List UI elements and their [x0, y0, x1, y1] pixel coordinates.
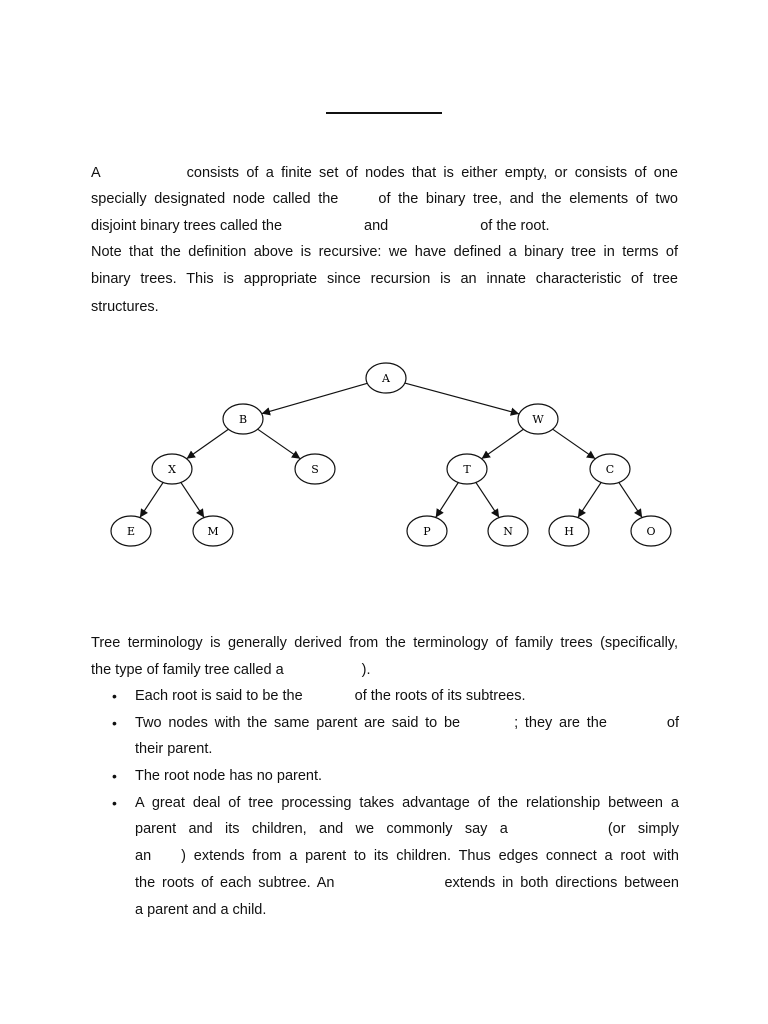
tree-edge-C-H — [578, 482, 601, 517]
para2-line1: Tree terminology is generally derived from the terminology of family trees (specifically, — [91, 635, 678, 651]
bullet-4-line5: a parent and a child. — [135, 902, 267, 918]
tree-node-label-T: T — [463, 463, 471, 476]
tree-node-H — [549, 516, 589, 546]
tree-node-B — [223, 404, 263, 434]
text-we-say: parent and its children, and we commonly say a — [135, 821, 508, 837]
bullet-4-mark: • — [112, 795, 117, 811]
text-roots-subtrees: of the roots of its subtrees. — [354, 688, 526, 704]
text-called-the: specially designated node called the — [91, 191, 339, 207]
text-definition: consists of a finite set of nodes that is either empty, or consists of one — [186, 165, 678, 181]
tree-node-label-X: X — [168, 463, 176, 476]
tree-edge-B-X — [187, 429, 229, 458]
bullet-1-text — [135, 687, 526, 705]
tree-edge-W-T — [482, 429, 524, 458]
tree-edge-C-O — [619, 482, 642, 517]
tree-node-A — [366, 363, 406, 393]
para1-line6: structures. — [91, 299, 159, 315]
tree-edge-T-N — [476, 482, 499, 517]
tree-node-P — [407, 516, 447, 546]
para1-line5: binary trees. This is appropriate since recursion is an innate characteristic of tree — [91, 271, 678, 287]
tree-node-label-P: P — [423, 525, 431, 538]
bullet-2-line1 — [135, 714, 679, 732]
text-and: and — [364, 218, 389, 234]
tree-node-label-M: M — [207, 525, 219, 538]
bullet-3-text: The root node has no parent. — [135, 768, 323, 784]
text-family-tree: the type of family tree called a — [91, 662, 284, 678]
tree-node-label-N: N — [503, 525, 513, 538]
text-of-binary-tree: of the binary tree, and the elements of two — [378, 191, 678, 207]
text-they-are: ; they are the — [514, 715, 607, 731]
tree-node-label-O: O — [646, 525, 656, 538]
tree-node-label-H: H — [564, 525, 574, 538]
bullet-4-line2 — [135, 820, 679, 838]
text-both-directions: extends in both directions between — [444, 875, 679, 891]
tree-node-label-S: S — [311, 463, 319, 476]
tree-edge-A-W — [405, 383, 519, 414]
text-of: of — [666, 715, 679, 731]
bullet-1-mark: • — [112, 688, 117, 704]
tree-node-N — [488, 516, 528, 546]
bullet-3-mark: • — [112, 768, 117, 784]
text-disjoint: disjoint binary trees called the — [91, 218, 283, 234]
bullet-4-line3 — [135, 847, 679, 865]
tree-edge-X-M — [181, 482, 204, 517]
tree-node-E — [111, 516, 151, 546]
tree-node-O — [631, 516, 671, 546]
tree-edge-W-C — [553, 429, 596, 459]
text-of-root: of the root. — [480, 218, 550, 234]
bullet-2-line2: their parent. — [135, 741, 213, 757]
tree-node-X — [152, 454, 192, 484]
para1-line4: Note that the definition above is recursive: we have defined a binary tree in terms of — [91, 244, 678, 260]
bullet-4-line4 — [135, 874, 679, 892]
tree-node-S — [295, 454, 335, 484]
tree-node-C — [590, 454, 630, 484]
para2-line2 — [91, 661, 371, 679]
tree-node-label-A: A — [382, 372, 390, 385]
tree-node-M — [193, 516, 233, 546]
tree-node-label-W: W — [532, 413, 544, 426]
tree-node-T — [447, 454, 487, 484]
bullet-4-line1: A great deal of tree processing takes advantage of the relationship between a — [135, 795, 679, 811]
text-root-said: Each root is said to be the — [135, 688, 303, 704]
text-same-parent: Two nodes with the same parent are said to be — [135, 715, 461, 731]
text-a: A — [91, 165, 101, 181]
text-or-simply: (or simply — [607, 821, 679, 837]
tree-edge-X-E — [140, 482, 163, 517]
tree-node-label-B: B — [238, 413, 248, 426]
tree-node-label-C: C — [605, 463, 615, 476]
tree-edge-T-P — [436, 483, 459, 518]
text-extends: ) extends from a parent to its children. Thus edges connect a root with — [181, 848, 679, 864]
tree-node-label-E: E — [126, 525, 136, 538]
text-an: an — [135, 848, 152, 864]
text-close-paren: ). — [361, 662, 371, 678]
text-roots-each: the roots of each subtree. An — [135, 875, 335, 891]
tree-node-W — [518, 404, 558, 434]
bullet-2-mark: • — [112, 715, 117, 731]
tree-edge-A-B — [262, 383, 368, 413]
tree-edge-B-S — [258, 429, 301, 459]
